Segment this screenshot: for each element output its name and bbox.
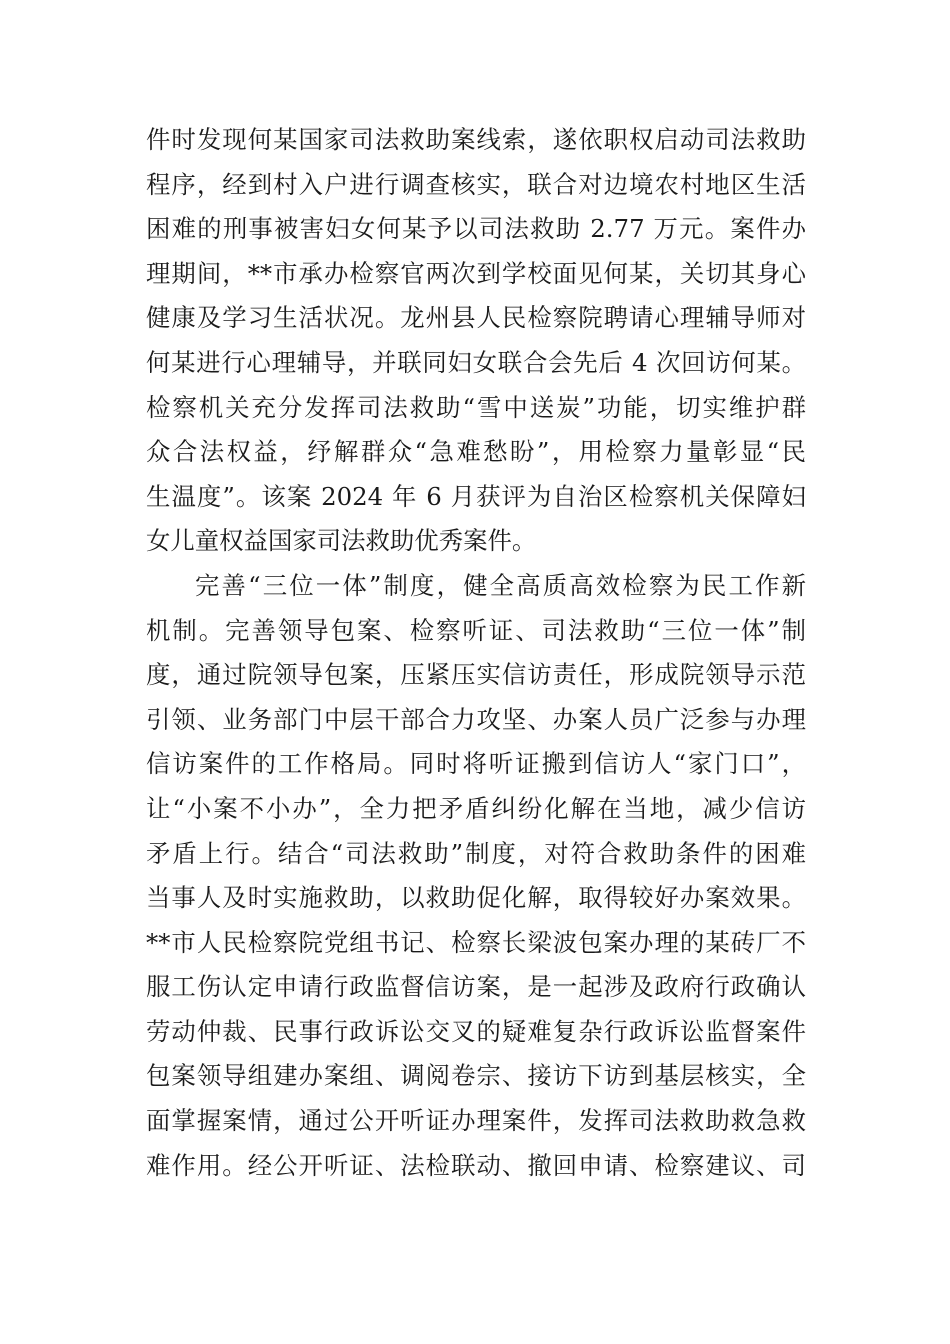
text-line: 程序，经到村入户进行调查核实，联合对边境农村地区生活 <box>146 169 806 199</box>
text-line: **市人民检察院党组书记、检察长梁波包案办理的某砖厂不 <box>146 927 806 957</box>
text-line: 机制。完善领导包案、检察听证、司法救助“三位一体”制 <box>146 615 806 645</box>
text-line: 面掌握案情，通过公开听证办理案件，发挥司法救助救急救 <box>146 1106 806 1136</box>
text-line: 当事人及时实施救助，以救助促化解，取得较好办案效果。 <box>146 883 806 913</box>
text-line: 生温度”。该案 2024 年 6 月获评为自治区检察机关保障妇 <box>146 481 806 511</box>
text-line: 信访案件的工作格局。同时将听证搬到信访人“家门口”， <box>146 749 806 779</box>
text-line: 度，通过院领导包案，压紧压实信访责任，形成院领导示范 <box>146 660 806 690</box>
text-line: 矛盾上行。结合“司法救助”制度，对符合救助条件的困难 <box>146 838 806 868</box>
document-body <box>146 118 806 1188</box>
text-line: 困难的刑事被害妇女何某予以司法救助 2.77 万元。案件办 <box>146 214 806 244</box>
text-line: 女儿童权益国家司法救助优秀案件。 <box>146 526 537 556</box>
text-line: 件时发现何某国家司法救助案线索，遂依职权启动司法救助 <box>146 125 806 154</box>
text-line: 包案领导组建办案组、调阅卷宗、接访下访到基层核实，全 <box>146 1061 806 1091</box>
text-line: 健康及学习生活状况。龙州县人民检察院聘请心理辅导师对 <box>146 303 806 333</box>
text-line: 众合法权益，纾解群众“急难愁盼”，用检察力量彰显“民 <box>146 437 806 467</box>
text-line: 理期间，**市承办检察官两次到学校面见何某，关切其身心 <box>146 258 806 288</box>
text-line: 引领、业务部门中层干部合力攻坚、办案人员广泛参与办理 <box>146 704 806 734</box>
text-line: 服工伤认定申请行政监督信访案，是一起涉及政府行政确认 <box>146 972 806 1002</box>
text-line: 劳动仲裁、民事行政诉讼交叉的疑难复杂行政诉讼监督案件 <box>146 1016 806 1046</box>
text-line: 何某进行心理辅导，并联同妇女联合会先后 4 次回访何某。 <box>146 347 806 377</box>
text-line: 让“小案不小办”，全力把矛盾纠纷化解在当地，减少信访 <box>146 793 806 823</box>
paragraph-start-line: 完善“三位一体”制度，健全高质高效检察为民工作新 <box>195 570 806 600</box>
text-line: 难作用。经公开听证、法检联动、撤回申请、检察建议、司 <box>146 1150 806 1180</box>
text-line: 检察机关充分发挥司法救助“雪中送炭”功能，切实维护群 <box>146 392 806 422</box>
